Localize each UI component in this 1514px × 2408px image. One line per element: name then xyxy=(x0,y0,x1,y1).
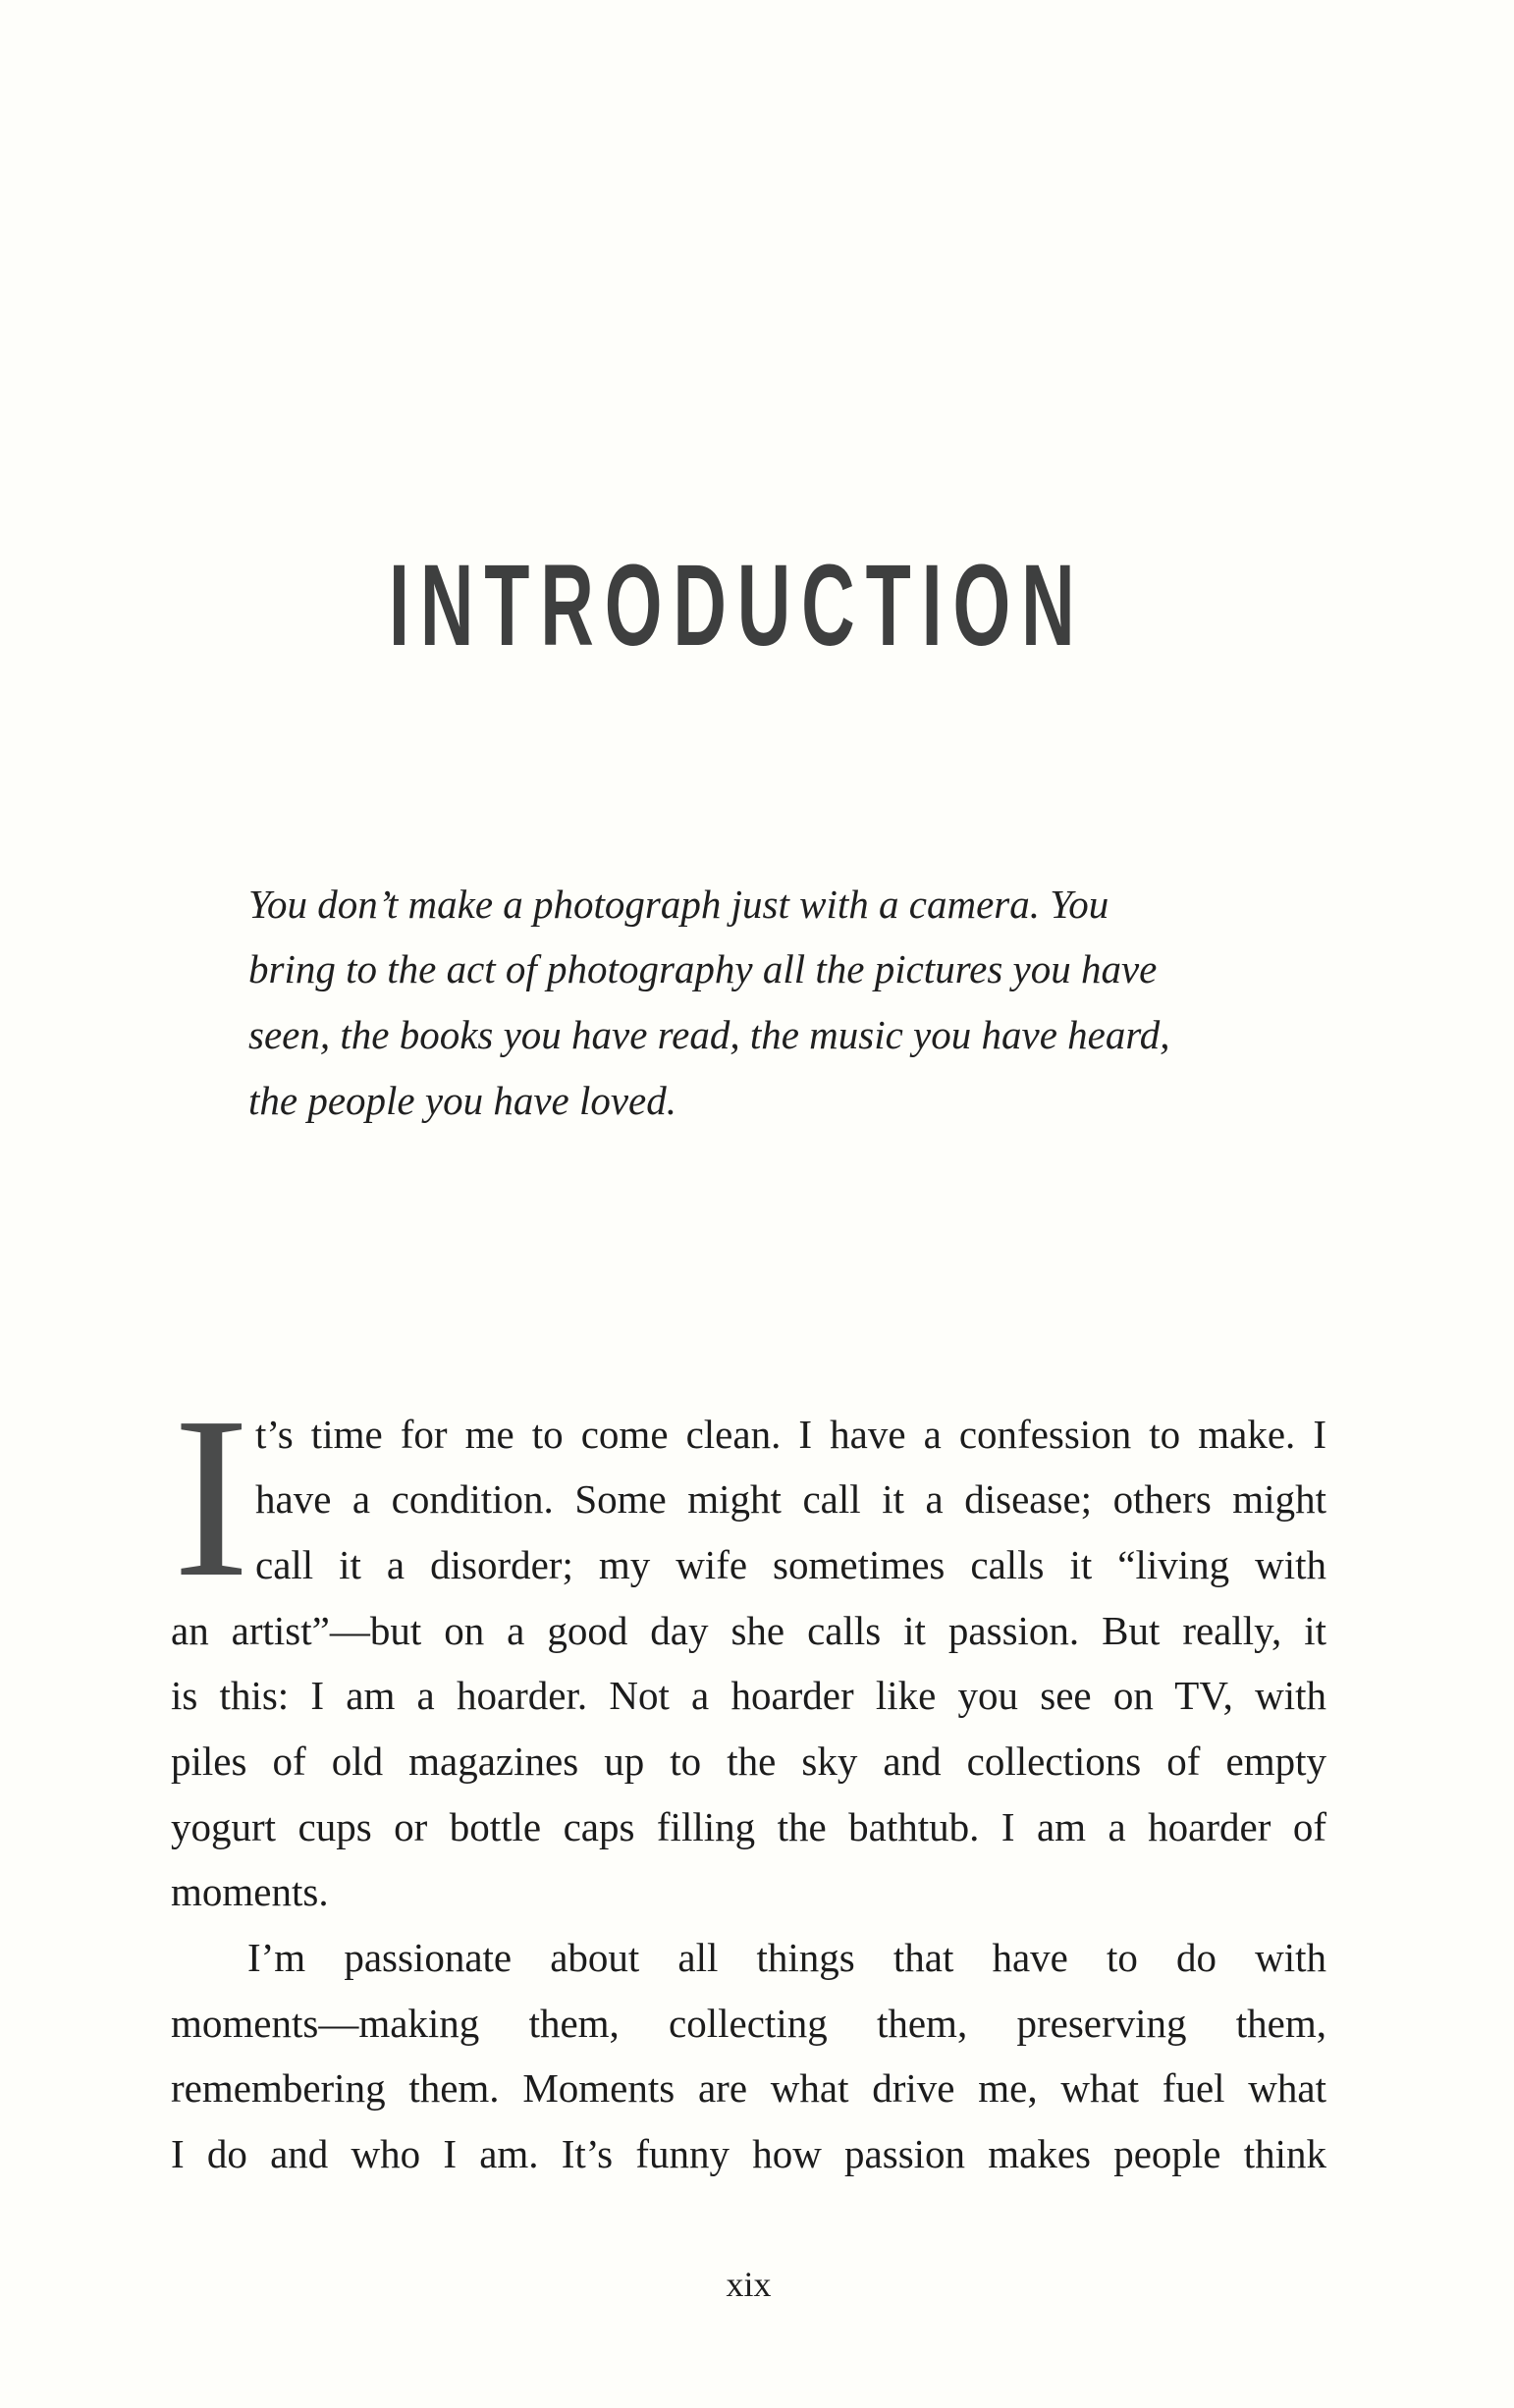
chapter-title xyxy=(389,541,1112,670)
body-line: moments—making them, collecting them, preserving them, xyxy=(171,2001,1326,2046)
body-line: remembering them. Moments are what drive me, what fuel what xyxy=(171,2065,1326,2111)
body-line: moments. xyxy=(171,1869,329,1914)
body-line: I’m passionate about all things that have to do with xyxy=(247,1935,1326,1980)
body-line: is this: I am a hoarder. Not a hoarder like you see on TV, with xyxy=(171,1673,1326,1718)
epigraph-line: You don’t make a photograph just with a camera. You xyxy=(248,882,1109,927)
epigraph-line: seen, the books you have read, the music you have heard, xyxy=(248,1012,1170,1057)
body-line: call it a disorder; my wife sometimes calls it “living with xyxy=(255,1542,1326,1587)
epigraph-line: bring to the act of photography all the pictures you have xyxy=(248,946,1158,991)
page-number: xix xyxy=(726,2265,772,2304)
body-line: an artist”—but on a good day she calls it passion. But really, it xyxy=(171,1608,1326,1653)
body-line: t’s time for me to come clean. I have a confession to make. I xyxy=(255,1412,1326,1457)
body-line: yogurt cups or bottle caps filling the bathtub. I am a hoarder of xyxy=(171,1804,1326,1849)
epigraph-line: the people you have loved. xyxy=(248,1078,677,1123)
body-line: have a condition. Some might call it a disease; others might xyxy=(255,1476,1326,1522)
body-line: I do and who I am. It’s funny how passion makes people think xyxy=(171,2131,1326,2176)
body-line: piles of old magazines up to the sky and collections of empty xyxy=(171,1739,1326,1784)
chapter-title-text: INTRODUCTION xyxy=(389,541,1086,670)
drop-cap: I xyxy=(173,1369,250,1625)
